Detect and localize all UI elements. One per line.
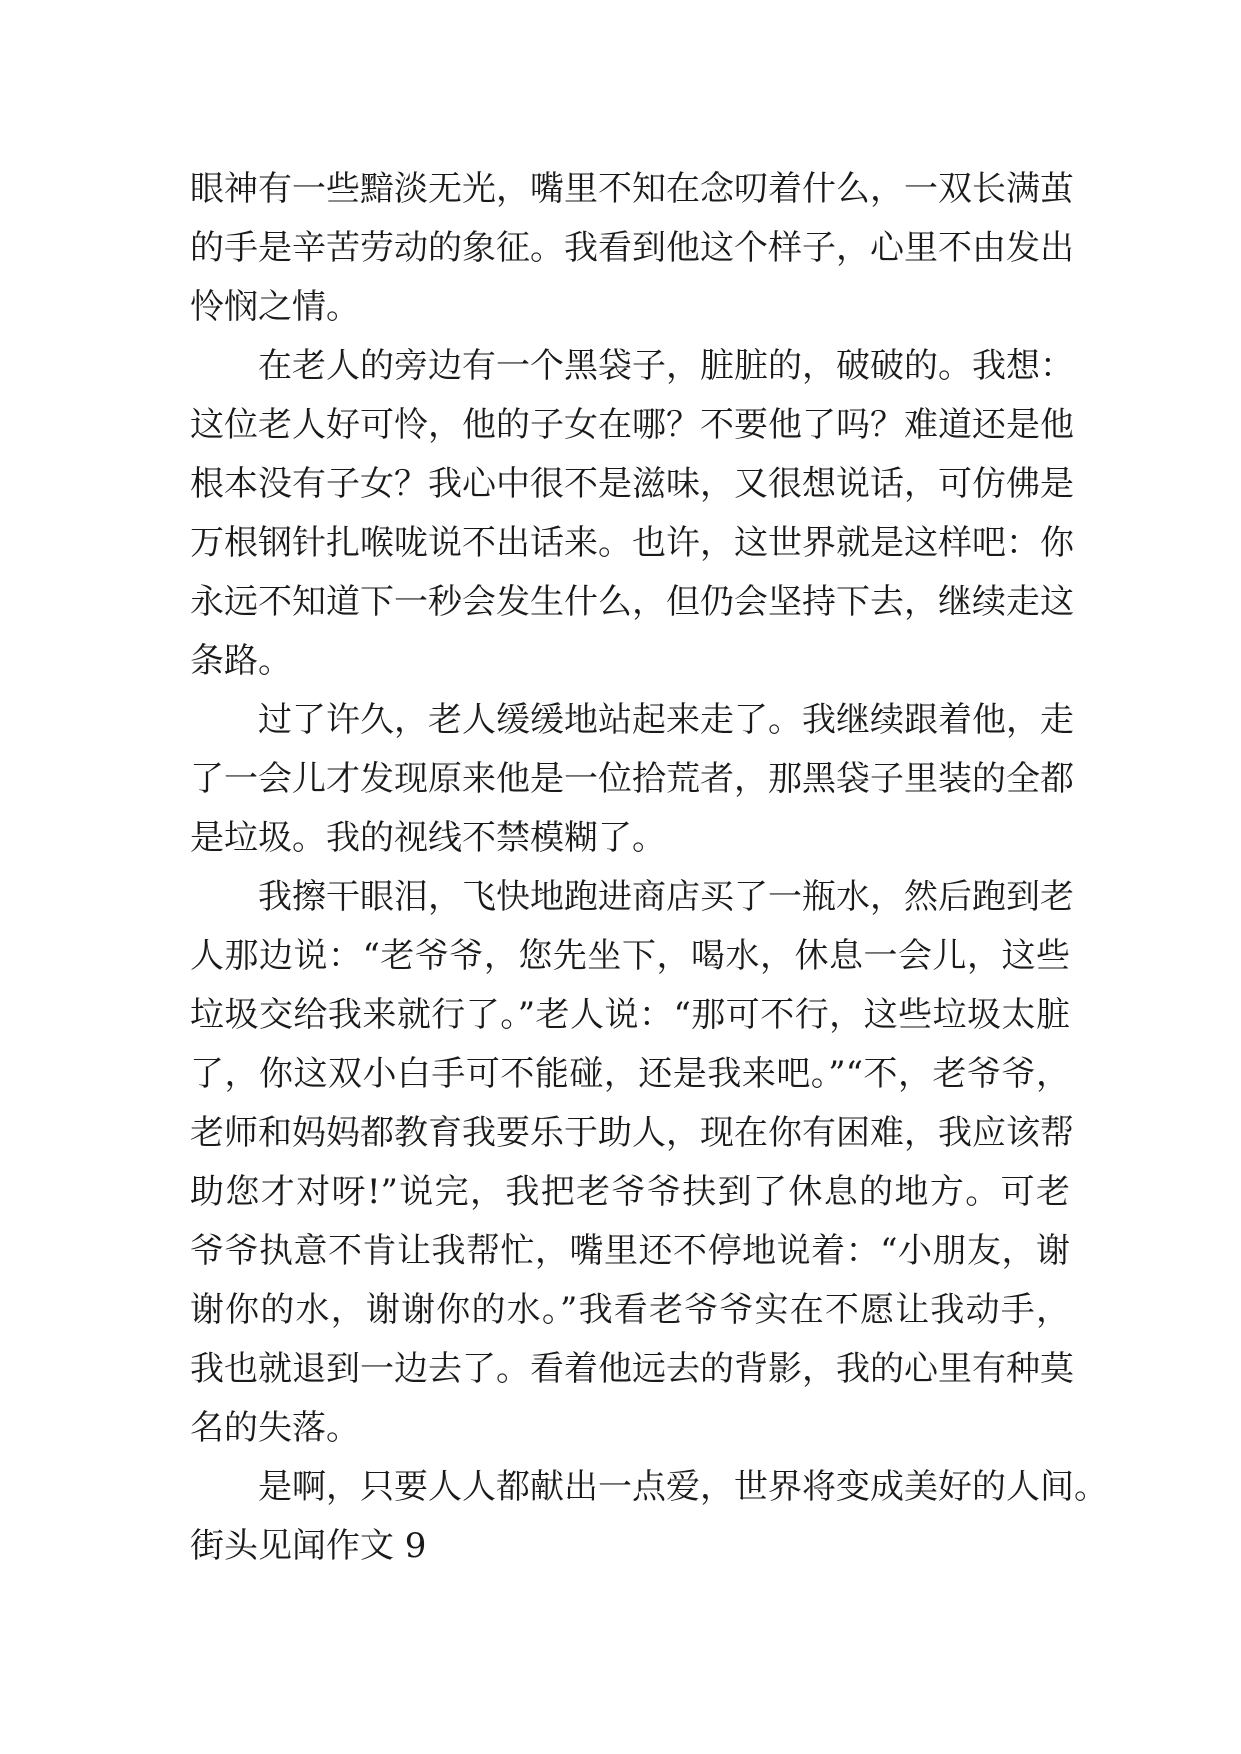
paragraph-4-line-10: 名的失落。: [190, 1408, 360, 1448]
paragraph-2-line-5: 永远不知道下一秒会发生什么，但仍会坚持下去，继续走这: [190, 582, 1074, 622]
paragraph-2-line-3: 根本没有子女？我心中很不是滋味，又很想说话，可仿佛是: [190, 464, 1074, 504]
document-body: [190, 160, 1108, 1576]
paragraph-3-line-2: 了一会儿才发现原来他是一位拾荒者，那黑袋子里装的全都: [190, 759, 1074, 799]
paragraph-1-line-3: 怜悯之情。: [190, 287, 360, 327]
paragraph-2-line-1: 在老人的旁边有一个黑袋子，脏脏的，破破的。我想：: [258, 346, 1074, 386]
paragraph-4-line-8: 谢你的水，谢谢你的水。”我看老爷爷实在不愿让我动手，: [190, 1290, 1070, 1330]
paragraph-2-line-4: 万根钢针扎喉咙说不出话来。也许，这世界就是这样吧：你: [190, 523, 1074, 563]
paragraph-1-line-1: 眼神有一些黯淡无光，嘴里不知在念叨着什么，一双长满茧: [190, 169, 1074, 209]
paragraph-4-line-7: 爷爷执意不肯让我帮忙，嘴里还不停地说着：“小朋友，谢: [190, 1231, 1070, 1271]
section-heading: 街头见闻作文 9: [190, 1526, 427, 1566]
paragraph-4-line-6: 助您才对呀!”说完，我把老爷爷扶到了休息的地方。可老: [190, 1172, 1070, 1212]
paragraph-3-line-1: 过了许久，老人缓缓地站起来走了。我继续跟着他，走: [258, 700, 1074, 740]
paragraph-4-line-2: 人那边说：“老爷爷，您先坐下，喝水，休息一会儿，这些: [190, 936, 1070, 976]
paragraph-2-line-2: 这位老人好可怜，他的子女在哪？不要他了吗？难道还是他: [190, 405, 1074, 445]
paragraph-4-line-9: 我也就退到一边去了。看着他远去的背影，我的心里有种莫: [190, 1349, 1074, 1389]
paragraph-4-line-5: 老师和妈妈都教育我要乐于助人，现在你有困难，我应该帮: [190, 1113, 1074, 1153]
paragraph-1-line-2: 的手是辛苦劳动的象征。我看到他这个样子，心里不由发出: [190, 228, 1074, 268]
paragraph-4-line-4: 了，你这双小白手可不能碰，还是我来吧。”“不，老爷爷，: [190, 1054, 1070, 1094]
paragraph-5-line-1: 是啊，只要人人都献出一点爱，世界将变成美好的人间。: [258, 1467, 1108, 1507]
paragraph-4-line-3: 垃圾交给我来就行了。”老人说：“那可不行，这些垃圾太脏: [190, 995, 1070, 1035]
paragraph-4-line-1: 我擦干眼泪，飞快地跑进商店买了一瓶水，然后跑到老: [258, 877, 1074, 917]
paragraph-2-line-6: 条路。: [190, 641, 292, 681]
paragraph-3-line-3: 是垃圾。我的视线不禁模糊了。: [190, 818, 666, 858]
